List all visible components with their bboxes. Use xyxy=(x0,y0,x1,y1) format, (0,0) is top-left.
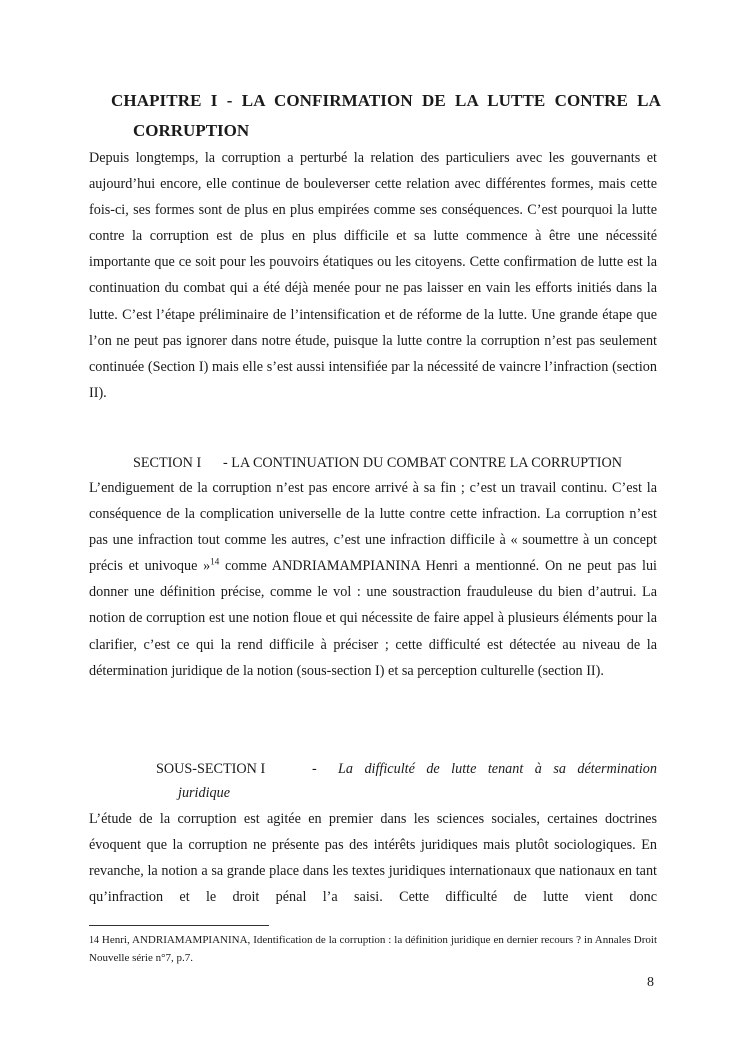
footnote-text: Henri, ANDRIAMAMPIANINA, Identification de la corruption : la définition juridique en dernier recours ? in Annales Droit Nouvelle série n°7, p.7. xyxy=(89,934,657,964)
subsection-title: La difficulté de lutte tenant à sa détermination xyxy=(338,761,657,777)
footnote-reference: 14 xyxy=(210,556,220,567)
page-number: 8 xyxy=(647,975,654,990)
subsection-paragraph: L’étude de la corruption est agitée en premier dans les sciences sociales, certaines doctrines évoquent que la corruption ne présente pas des intérêts juridiques mais plutôt sociologiques. En revanche, la notion a sa grande place dans les textes juridiques internationaux que nationaux en tant qu’infraction et le droit pénal l’a saisi. Cette difficulté de lutte vient donc xyxy=(89,811,657,906)
section-title: - LA CONTINUATION DU COMBAT CONTRE LA CORRUPTION xyxy=(223,455,622,471)
footnote xyxy=(89,932,657,967)
section-label: SECTION I xyxy=(133,455,202,471)
subsection-label: SOUS-SECTION I xyxy=(156,761,266,777)
subsection-heading xyxy=(156,756,657,782)
subsection-dash: - xyxy=(312,761,317,777)
intro-paragraph: Depuis longtemps, la corruption a perturbé la relation des particuliers avec les gouvernants et aujourd’hui encore, elle continue de bouleverser cette relation avec différentes formes, mais cette fois-ci, ses formes sont de plus en plus empirées comme ses conséquences. C’est pourquoi la lutte contre la corruption est de plus en plus difficile et sa lutte commence à être une nécessité importante que ce soit pour les pouvoirs étatiques ou les citoyens. Cette confirmation de lutte est la continuation du combat qui a été déjà menée pour ne pas laisser en vain les efforts initiés dans la lutte. C’est l’étape préliminaire de l’intensification et de réforme de la lutte. Une grande étape que l’on ne peut pas ignorer dans notre étude, puisque la lutte contre la corruption n’est pas seulement continuée (Section I) mais elle s’est aussi intensifiée par la nécessité de vaincre l’infraction (section II). xyxy=(89,150,657,401)
footnote-number: 14 xyxy=(89,935,99,946)
subsection-title-continuation: juridique xyxy=(178,785,231,801)
section-paragraph xyxy=(89,475,657,684)
chapter-title-continuation: CORRUPTION xyxy=(133,121,250,140)
footnote-separator xyxy=(89,925,269,926)
section-paragraph-text-1: L’endiguement de la corruption n’est pas encore arrivé à sa fin ; c’est un travail continu. C’est la conséquence de la complication universelle de la lutte contre cette infraction. La corruption n’est pas une infraction tout comme les autres, c’est une infraction difficile à « soumettre à un concept précis et univoque » xyxy=(89,480,657,575)
chapter-title: CHAPITRE I - LA CONFIRMATION DE LA LUTTE CONTRE LA xyxy=(111,91,661,110)
section-paragraph-text-2: comme ANDRIAMAMPIANINA Henri a mentionné. On ne peut pas lui donner une définition précise, comme le vol : une soustraction frauduleuse du bien d’autrui. La notion de corruption est une notion floue et qui nécessite de faire appel à plusieurs éléments pour la clarifier, c’est ce qui la rend difficile à préciser ; cette difficulté est détectée au niveau de la détermination juridique de la notion (sous-section I) et sa perception culturelle (section II). xyxy=(89,558,657,679)
